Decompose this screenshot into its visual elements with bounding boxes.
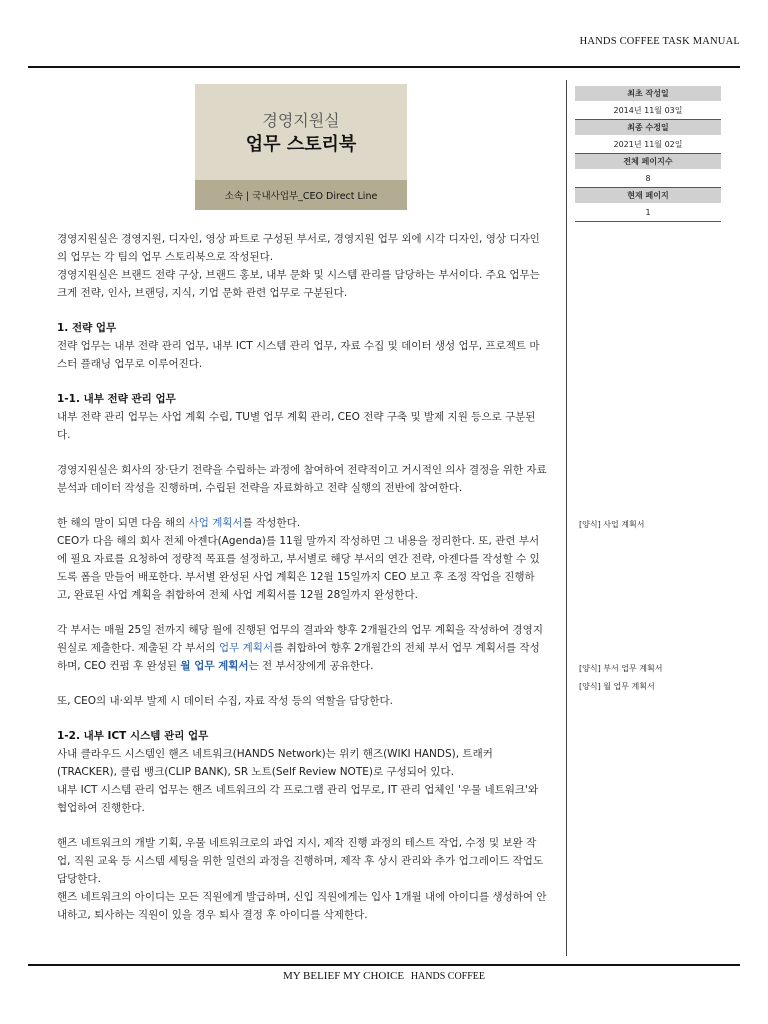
current-page-label: 현재 페이지 [575,188,721,203]
total-pages-value: 8 [575,169,721,188]
strategy-participation-paragraph: 경영지원실은 회사의 장·단기 전략을 수립하는 과정에 참여하여 전략적이고 거시적인 의사 결정을 위한 자료 분석과 데이터 작성을 진행하며, 수립된 전략을 자료화하고 전략 실행의 전반에 참여한다. [57,464,547,494]
document-title: 업무 스토리북 [245,134,357,155]
margin-divider [566,80,567,956]
section-heading-strategy: 1. 전략 업무 [57,322,117,334]
department-name: 경영지원실 [262,111,340,130]
intro-paragraph-1: 경영지원실은 경영지원, 디자인, 영상 파트로 구성된 부서로, 경영지원 업무 외에 시각 디자인, 영상 디자인의 업무는 각 팀의 업무 스토리북으로 작성된다. [57,233,540,263]
document-meta-table [575,86,721,222]
total-pages-label: 전체 페이지수 [575,154,721,169]
first-written-value: 2014년 11월 03일 [575,101,721,120]
business-plan-paragraph: 한 해의 말이 되면 다음 해의 사업 계획서를 작성한다. [57,517,301,529]
first-written-label: 최초 작성일 [575,86,721,101]
hands-network-paragraph: 사내 클라우드 시스템인 핸즈 네트워크(HANDS Network)는 위키 핸즈(WIKI HANDS), 트래커(TRACKER), 클립 뱅크(CLIP BANK), SR 노트(Self Review NOTE)로 구성되어 있다. [57,748,493,778]
affiliation-band: 소속 | 국내사업부_CEO Direct Line [195,180,407,210]
section-heading-internal-strategy: 1-1. 내부 전략 관리 업무 [57,393,176,405]
monthly-work-plan-link[interactable]: 월 업무 계획서 [180,660,249,672]
account-management-paragraph: 핸즈 네트워크의 아이디는 모든 직원에게 발급하며, 신입 직원에게는 입사 1개월 내에 아이디를 생성하여 안내하고, 퇴사하는 직원이 있을 경우 퇴사 결정 후 아이디를 삭제한다. [57,891,547,921]
footer [0,970,768,982]
ict-management-paragraph: 내부 ICT 시스템 관리 업무는 핸즈 네트워크의 각 프로그램 관리 업무로, IT 관리 업체인 '우물 네트워크'와 협업하여 진행한다. [57,784,539,814]
document-body [57,230,547,924]
intro-paragraph-2: 경영지원실은 브랜드 전략 구상, 브랜드 홍보, 내부 문화 및 시스템 관리를 담당하는 부서이다. 주요 업무는 크게 전략, 인사, 브랜딩, 지식, 기업 문화 관련 업무로 구분된다. [57,269,540,299]
side-note-department-plan-form[interactable]: [양식] 부서 업무 계획서 [579,664,663,673]
footer-slogan: MY BELIEF MY CHOICE [282,970,405,982]
work-plan-link[interactable]: 업무 계획서 [219,642,274,654]
ceo-support-paragraph: 또, CEO의 내·외부 발제 시 데이터 수집, 자료 작성 등의 역할을 담당한다. [57,695,394,707]
strategy-paragraph: 전략 업무는 내부 전략 관리 업무, 내부 ICT 시스템 관리 업무, 자료 수집 및 데이터 생성 업무, 프로젝트 마스터 플래닝 업무로 이루어진다. [57,340,540,370]
network-development-paragraph: 핸즈 네트워크의 개발 기획, 우물 네트워크로의 과업 지시, 제작 진행 과정의 테스트 작업, 수정 및 보완 작업, 직원 교육 등 시스템 세팅을 위한 일련의 과정을 진행하며, 제작 후 상시 관리와 추가 업그레이드 작업도 담당한다. [57,837,544,885]
side-note-monthly-plan-form[interactable]: [양식] 월 업무 계획서 [579,682,655,691]
internal-strategy-paragraph: 내부 전략 관리 업무는 사업 계획 수립, TU별 업무 계획 관리, CEO 전략 구축 및 발제 지원 등으로 구분된다. [57,411,536,441]
last-modified-label: 최종 수정일 [575,120,721,135]
manual-title: HANDS COFFEE TASK MANUAL [579,36,740,47]
current-page-value: 1 [575,203,721,222]
agenda-paragraph: CEO가 다음 해의 회사 전체 아젠다(Agenda)를 11월 말까지 작성하면 그 내용을 정리한다. 또, 관련 부서에 필요 자료를 요청하여 정량적 목표를 설정하고, 부서별로 해당 부서의 연간 전략, 아젠다를 작성할 수 있도록 폼을 만들어 배포한다. 부서별 완성된 사업 계획은 12월 15일까지 CEO 보고 후 조정 작업을 진행하고, 완료된 사업 계획을 취합하여 전체 사업 계획서를 12월 28일까지 완성한다. [57,535,540,601]
top-divider [28,66,740,68]
bottom-divider [28,964,740,966]
business-plan-link[interactable]: 사업 계획서 [188,517,243,529]
last-modified-value: 2021년 11월 02일 [575,135,721,154]
footer-brand: HANDS COFFEE [410,971,486,982]
monthly-plan-paragraph: 각 부서는 매월 25일 전까지 해당 월에 진행된 업무의 결과와 향후 2개월간의 업무 계획을 작성하여 경영지원실로 제출한다. 제출된 각 부서의 업무 계획서를 취합하여 향후 2개월간의 전체 부서 업무 계획서를 작성하며, CEO 컨펌 후 완성된 월 업무 계획서는 전 부서장에게 공유한다. [57,624,543,672]
side-note-business-plan-form[interactable]: [양식] 사업 계획서 [579,520,645,529]
section-heading-ict: 1-2. 내부 ICT 시스템 관리 업무 [57,730,209,742]
